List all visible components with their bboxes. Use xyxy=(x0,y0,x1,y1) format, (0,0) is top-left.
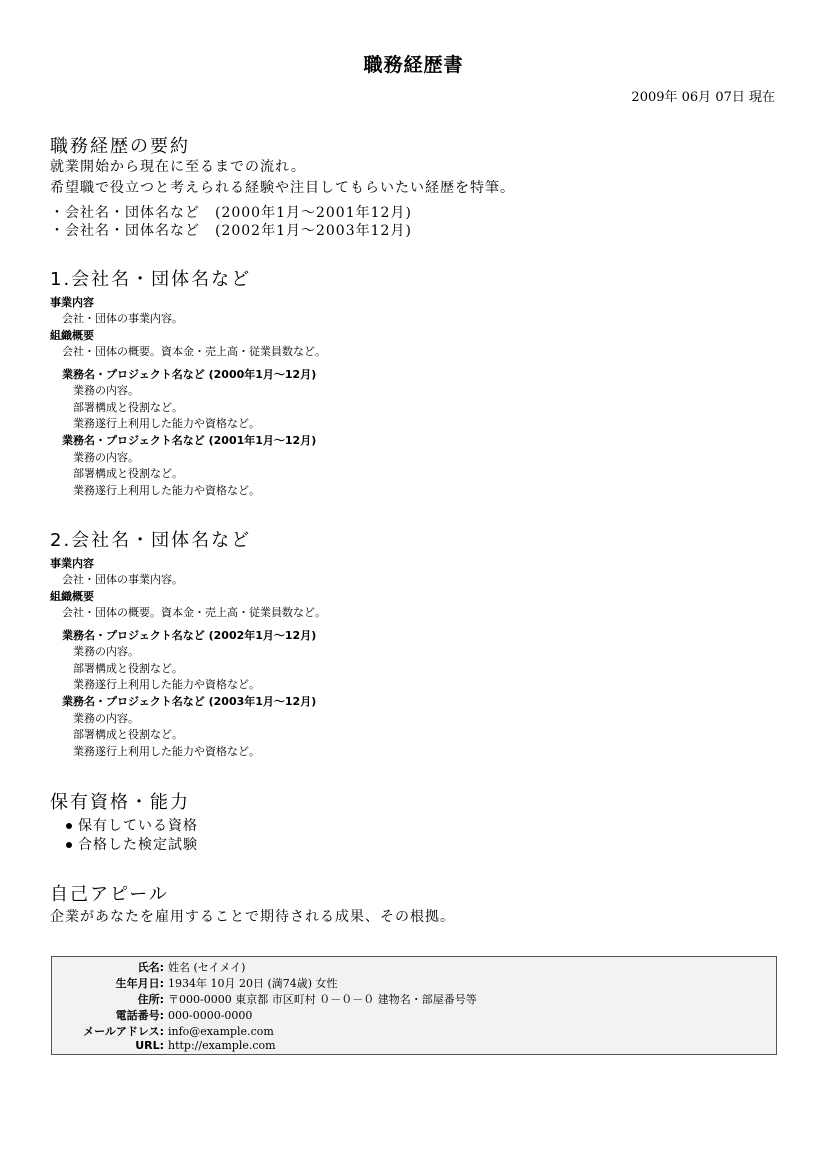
profile-row-phone: 電話番号: 000-0000-0000 xyxy=(115,1009,253,1022)
project-line: 部署構成と役割など。 xyxy=(73,728,183,741)
project-title: 業務名・プロジェクト名など (2003年1月～12月) xyxy=(62,695,317,708)
project-line: 業務の内容。 xyxy=(73,451,139,464)
org-text: 会社・団体の概要。資本金・売上高・従業員数など。 xyxy=(62,345,326,358)
bullet-icon xyxy=(66,823,72,829)
document-date: 2009年 06月 07日 現在 xyxy=(631,90,775,105)
appeal-heading: 自己アピール xyxy=(50,884,169,905)
profile-box xyxy=(51,956,777,1055)
project-line: 業務遂行上利用した能力や資格など。 xyxy=(73,417,260,430)
company2-heading: 2.会社名・団体名など xyxy=(50,530,252,551)
project-title: 業務名・プロジェクト名など (2001年1月～12月) xyxy=(62,434,317,447)
page-title: 職務経歴書 xyxy=(363,54,464,76)
project-line: 部署構成と役割など。 xyxy=(73,662,183,675)
summary-item: ・会社名・団体名など (2000年1月～2001年12月) xyxy=(50,205,412,221)
business-label: 事業内容 xyxy=(50,557,94,570)
business-text: 会社・団体の事業内容。 xyxy=(62,312,183,325)
project-line: 業務の内容。 xyxy=(73,645,139,658)
org-label: 組織概要 xyxy=(50,590,94,603)
project-title: 業務名・プロジェクト名など (2002年1月～12月) xyxy=(62,629,317,642)
project-line: 部署構成と役割など。 xyxy=(73,467,183,480)
profile-row-email: メールアドレス: info@example.com xyxy=(83,1025,274,1038)
business-text: 会社・団体の事業内容。 xyxy=(62,573,183,586)
appeal-text: 企業があなたを雇用することで期待される成果、その根拠。 xyxy=(50,909,455,925)
profile-row-name: 氏名: 姓名 (セイメイ) xyxy=(137,961,246,974)
business-label: 事業内容 xyxy=(50,296,94,309)
profile-row-address: 住所: 〒000-0000 東京都 市区町村 ０－０－０ 建物名・部屋番号等 xyxy=(137,993,477,1006)
company1-heading: 1.会社名・団体名など xyxy=(50,269,252,290)
skills-heading: 保有資格・能力 xyxy=(50,792,190,813)
project-line: 業務遂行上利用した能力や資格など。 xyxy=(73,484,260,497)
skill-item xyxy=(66,815,198,835)
summary-line: 就業開始から現在に至るまでの流れ。 xyxy=(50,159,306,175)
summary-item: ・会社名・団体名など (2002年1月～2003年12月) xyxy=(50,223,412,239)
org-label: 組織概要 xyxy=(50,329,94,342)
profile-row-url: URL: http://example.com xyxy=(135,1039,276,1052)
project-line: 部署構成と役割など。 xyxy=(73,401,183,414)
org-text: 会社・団体の概要。資本金・売上高・従業員数など。 xyxy=(62,606,326,619)
project-line: 業務遂行上利用した能力や資格など。 xyxy=(73,745,260,758)
bullet-icon xyxy=(66,842,72,848)
project-title: 業務名・プロジェクト名など (2000年1月～12月) xyxy=(62,368,317,381)
profile-row-birthdate: 生年月日: 1934年 10月 20日 (満74歳) 女性 xyxy=(115,977,338,990)
project-line: 業務遂行上利用した能力や資格など。 xyxy=(73,678,260,691)
skill-label: 保有している資格 xyxy=(78,818,198,834)
summary-line: 希望職で役立つと考えられる経験や注目してもらいたい経歴を特筆。 xyxy=(50,180,515,196)
project-line: 業務の内容。 xyxy=(73,712,139,725)
summary-heading: 職務経歴の要約 xyxy=(50,136,190,157)
skill-label: 合格した検定試験 xyxy=(78,837,198,853)
skill-item xyxy=(66,834,198,854)
project-line: 業務の内容。 xyxy=(73,384,139,397)
